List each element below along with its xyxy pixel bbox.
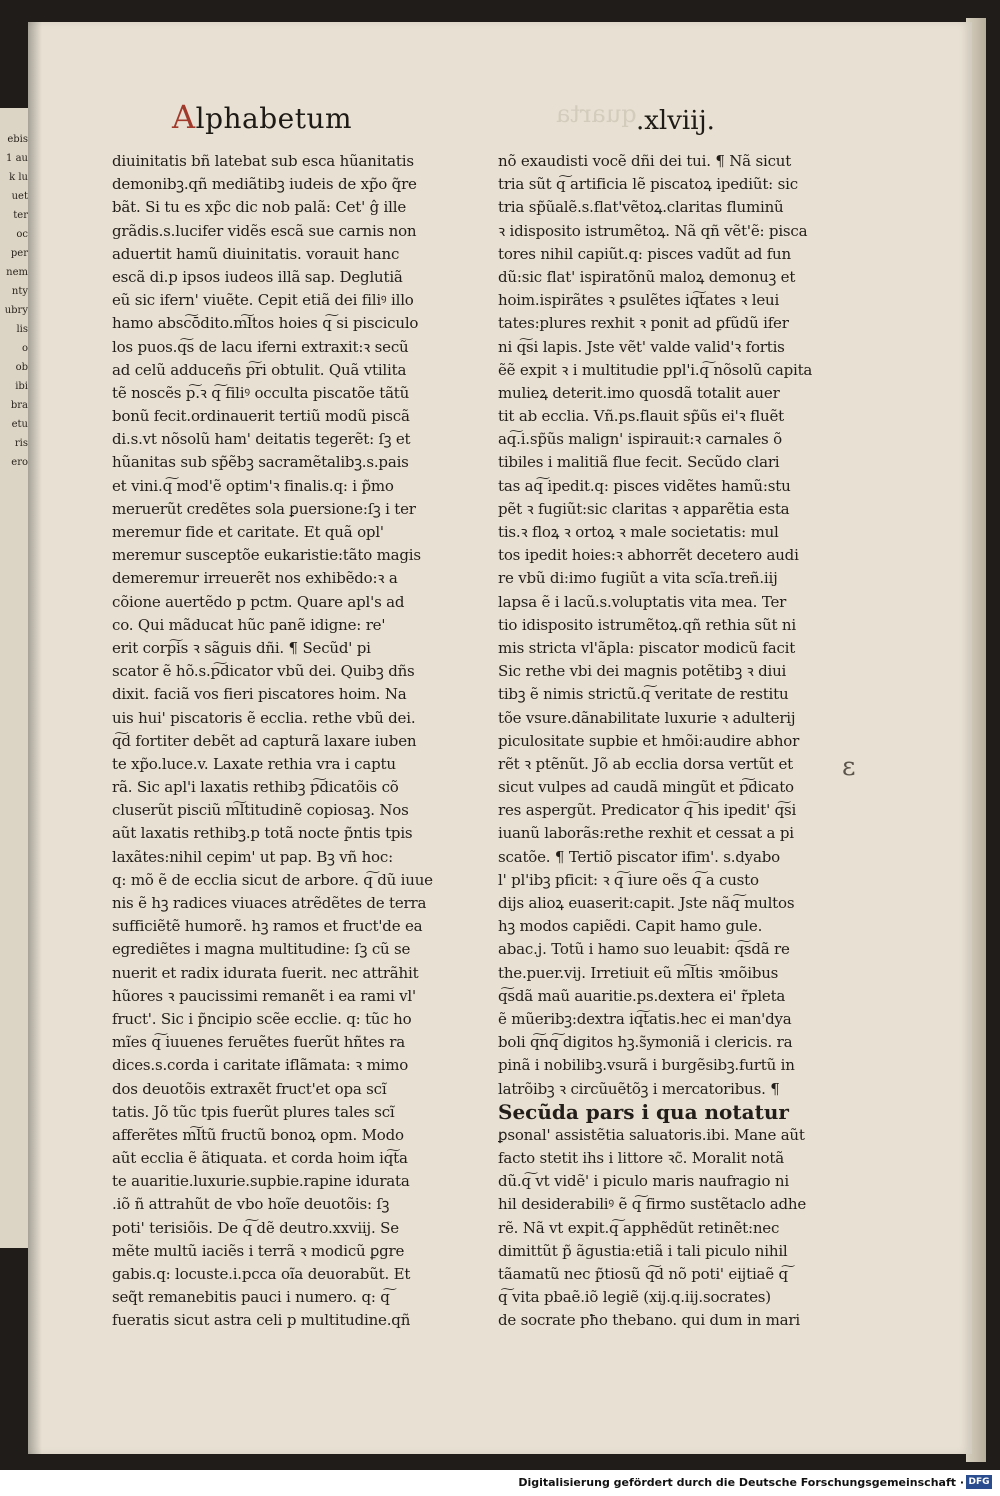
text-line: sufficiẽtẽ humorẽ. hꝫ ramos et fruct'de ea [112,917,423,936]
text-line: meremur susceptõe eukaristie:tãto magis [112,546,421,565]
text-line: dũ:sic flat' ispiratõnũ maloꝝ demonuꝫ et [498,267,796,286]
running-title-rest: lphabetum [195,102,353,135]
text-line: tria sp̃ũalẽ.s.flat'vẽtoꝝ.claritas fluminũ [498,198,784,217]
running-title [172,98,352,136]
text-line: tates:plures rexhit ꝛ ponit ad ꝑfũdũ ifer [498,314,789,333]
facing-page-fragment: k lu [9,172,28,183]
facing-page-fragment: lis [16,324,28,335]
facing-page-fragment: uet [11,191,28,202]
text-line: pinã i nobilibꝫ.vsurã i burgẽsibꝫ.furtũ in [498,1056,795,1075]
facing-page-fragment: ob [15,362,28,373]
text-line: sicut vulpes ad caudã mingũt et p͠dicato [498,778,794,797]
margin-annotation: ɛ [842,752,856,782]
text-line: lapsa ẽ i lacũ.s.voluptatis vita mea. Ter [498,592,787,611]
facing-page-fragment: o [21,343,28,354]
text-line: rẽt ꝛ ptẽnũt. Jõ ab ecclia dorsa vertũt et [498,754,793,773]
text-line: bonũ fecit.ordinauerit tertiũ modũ piscã [112,407,410,426]
text-line: poti' terisiõis. De q͠ dẽ deutro.xxviij. Se [112,1218,399,1237]
text-line: cluserũt pisciũ m͠ltitudinẽ copiosaꝫ. Nos [112,801,409,820]
text-line: hoim.ispirãtes ꝛ ꝑsulẽtes iq͠tates ꝛ leui [498,291,780,310]
text-line: erit corp͠is ꝛ sãguis dñi. ¶ Secũd' pi [112,638,371,657]
text-line: latrõibꝫ ꝛ circũuẽtõꝫ i mercatoribus. ¶ [498,1079,780,1098]
text-line: seq̃t remanebitis pauci i numero. q: q͠ [112,1288,390,1307]
text-line: res aspergũt. Predicator q͠ his ipedit' q͠si [498,801,797,820]
text-line: dices.s.corda i caritate iflãmata: ꝛ mimo [112,1056,409,1075]
facing-page-fragment: per [10,248,28,259]
text-line: scatõe. ¶ Tertiõ piscator ifim'. s.dyabo [498,847,780,866]
text-line: ẽẽ expit ꝛ i multitudie ppl'i.q͠ nõsolũ capita [498,360,813,379]
text-line: ꝑsonal' assistẽtia saluatoris.ibi. Mane aũt [498,1125,805,1144]
footer-credit: Digitalisierung gefördert durch die Deutsche Forschungsgemeinschaft · [518,1476,964,1489]
text-line: tibꝫ ẽ nimis strictũ.q͠ veritate de restitu [498,685,789,704]
text-line: aduertit hamũ diuinitatis. vorauit hanc [112,244,400,263]
text-line: q͠d fortiter debẽt ad capturã laxare iuben [112,731,417,750]
text-line: ad celũ adduceñs p͠ri obtulit. Quã vtilita [112,360,407,379]
text-column-right [498,150,838,1333]
text-line: piculositate supbie et hmõi:audire abhor [498,731,800,750]
text-line: tõe vsure.dãnabilitate luxurie ꝛ adulterij [498,708,796,727]
text-line: tẽ noscẽs p͠.ꝛ q͠ filiꝰ occulta piscatõe tãtũ [112,383,410,402]
text-line: de socrate pħo thebano. qui dum in mari [498,1311,800,1330]
text-line: mẽte multũ iaciẽs i terrã ꝛ modicũ ꝑgre [112,1241,405,1260]
text-column-left [112,150,452,1333]
text-line: fueratis sicut astra celi p multitudine.qñ [112,1311,411,1330]
text-line: te auaritie.luxurie.supbie.rapine idurata [112,1172,410,1191]
text-line: meremur fide et caritate. Et quã opl' [112,523,384,541]
text-line: grãdis.s.lucifer vidẽs escã sue carnis non [112,221,417,240]
text-line: ꝛ idisposito istrumẽtoꝝ. Nã qñ vẽt'ẽ: pisca [498,221,808,240]
text-line: nis ẽ hꝫ radices viuaces atrẽdẽtes de terra [112,894,427,912]
text-line: ni q͠si lapis. Jste vẽt' valde valid'ꝛ fortis [498,337,785,356]
text-line: Secũda pars i qua notatur [498,1100,789,1124]
facing-page-fragment: ero [11,457,28,468]
folio-number: .xlviij. [636,106,715,136]
text-line: et vini.q͠ mod'ẽ optim'ꝛ finalis.q: i p̃mo [112,476,394,495]
text-line: hamo absc͠ōdito.m͠ltos hoies q͠ si pisciculo [112,314,419,333]
text-line: meruerũt credẽtes sola ꝑuersione:ſꝫ i ter [112,499,416,518]
facing-page-fragment: ris [14,438,28,449]
text-line: uis hui' piscatoris ẽ ecclia. rethe vbũ dei. [112,708,416,727]
text-line: tria sũt q͠ artificia lẽ piscatoꝝ ipediũt: sic [498,175,798,194]
text-line: diuinitatis bñ latebat sub esca hũanitatis [112,152,414,170]
facing-page-edge [0,108,30,1248]
text-line: .iõ ñ attrahũt de vbo hoĩe deuotõis: ſꝫ [112,1195,390,1214]
text-line: nõ exaudisti vocẽ dñi dei tui. ¶ Nã sicut [498,152,792,170]
text-line: q: mõ ẽ de ecclia sicut de arbore. q͠ dũ iuue [112,870,433,889]
text-line: tãamatũ nec p̃tiosũ q͠d nõ poti' eijtiaẽ q͠ [498,1265,788,1283]
show-through-title: quarta [556,100,637,128]
text-line: hil desiderabiliꝰ ẽ q͠ firmo sustẽtaclo adhe [498,1195,807,1214]
text-line: rẽ. Nã vt expit.q͠ apphẽdũt retinẽt:nec [498,1218,780,1237]
text-line: escã di.p ipsos iudeos illã sap. Deglutiã [112,267,403,286]
text-line: scator ẽ hõ.s.p͠dicator vbũ dei. Quibꝫ dñs [112,662,415,681]
text-line: abac.j. Totũ i hamo suo leuabit: q͠sdã re [498,940,790,959]
text-line: tas aq͠ ipedit.q: pisces vidẽtes hamũ:stu [498,476,791,495]
text-line: egrediẽtes i magna multitudine: ſꝫ cũ se [112,940,411,959]
text-line: pẽt ꝛ fugiũt:sic claritas ꝛ apparẽtia esta [498,499,790,518]
facing-page-fragment: ubry [4,305,28,316]
facing-page-fragment: ebis [7,134,28,145]
text-line: the.puer.vij. Irretiuit eũ m͠ltis ꝛmõibus [498,963,779,982]
facing-page-fragment: 1 au [6,153,28,164]
text-line: q͠sdã maũ auaritie.ps.dextera ei' r̃pleta [498,986,786,1005]
facing-page-fragment: nty [11,286,28,297]
facing-page-fragment: etu [11,419,28,430]
text-line: tos ipedit hoies:ꝛ abhorrẽt decetero audi [498,546,799,565]
facing-page-text [4,130,28,472]
text-line: tis.ꝛ floꝝ ꝛ ortoꝝ ꝛ male societatis: mul [498,523,779,541]
page-binding-shadow [28,22,42,1454]
text-line: tit ab ecclia. Vñ.ps.flauit sp̃ũs ei'ꝛ fluẽt [498,407,784,426]
text-line: tatis. Jõ tũc tpis fuerũt plures tales scĩ [112,1102,395,1121]
text-line: dũ.q͠ vt vidẽ' i piculo maris naufragio ni [498,1172,789,1191]
text-line: tio idisposito istrumẽtoꝝ.qñ rethia sũt ni [498,615,796,634]
text-line: q͠ vita pbaẽ.iõ legiẽ (xij.q.iij.socrates) [498,1288,771,1307]
text-line: dos deuotõis extraxẽt fruct'et opa scĩ [112,1079,387,1098]
text-line: eũ sic ifern' viuẽte. Cepit etiã dei filiꝰ illo [112,291,414,310]
text-line: dijs alioꝝ euaserit:capit. Jste nãq͠ multos [498,894,795,912]
text-line: demeremur irreuerẽt nos exhibẽdo:ꝛ a [112,569,398,588]
text-line: facto stetit ihs i littore ꝛc̃. Moralit notã [498,1149,784,1168]
text-line: aũt ecclia ẽ ãtiquata. et corda hoim iq͠ta [112,1149,408,1168]
text-line: hꝫ modos capiẽdi. Capit hamo gule. [498,917,763,936]
text-line: tores nihil capiũt.q: pisces vadũt ad fun [498,244,791,263]
text-line: cõione auertẽdo p pctm. Quare apl's ad [112,592,405,611]
text-line: te xp̃o.luce.v. Laxate rethia vra i captu [112,754,396,773]
text-line: rã. Sic apl'i laxatis rethibꝫ p͠dicatõis cõ [112,778,399,797]
text-line: l' pl'ibꝫ pficit: ꝛ q͠ iure oẽs q͠ a custo [498,870,759,889]
text-line: mĩes q͠ iuuenes feruẽtes fuerũt hñtes ra [112,1033,405,1052]
text-line: mulieꝝ deterit.imo quosdã totalit auer [498,383,780,402]
text-line: re vbũ di:imo fugiũt a vita scĩa.treñ.iij [498,569,778,588]
text-line: hũores ꝛ paucissimi remanẽt i ea rami vl' [112,986,416,1005]
text-line: nuerit et radix idurata fuerit. nec attrãhit [112,963,419,982]
text-line: hũanitas sub sp̃ẽbꝫ sacramẽtalibꝫ.s.pais [112,453,409,472]
text-line: tibiles i malitiã flue fecit. Secũdo clari [498,453,780,472]
facing-page-fragment: oc [16,229,28,240]
facing-page-fragment: ibi [15,381,28,392]
text-line: afferẽtes m͠ltũ fructũ bonoꝝ opm. Modo [112,1125,404,1144]
text-line: fruct'. Sic i p̃ncipio scẽe ecclie. q: tũc ho [112,1009,412,1028]
text-line: bãt. Si tu es xp̃c dic nob palã: Cet' ĝ ille [112,198,407,217]
facing-page-fragment: nem [6,267,28,278]
text-line: laxãtes:nihil cepim' ut pap. Bꝫ vñ hoc: [112,847,393,866]
facing-page-fragment: ter [13,210,28,221]
text-line: gabis.q: locuste.i.pcca oĩa deuorabũt. Et [112,1265,411,1283]
text-line: mis stricta vl'ãpla: piscator modicũ facit [498,638,796,657]
dfg-logo: DFG [966,1475,992,1489]
text-line: ẽ mũeribꝫ:dextra iq͠tatis.hec ei man'dya [498,1009,792,1028]
text-line: aũt laxatis rethibꝫ.p totã nocte p̃ntis tpis [112,824,413,843]
text-line: Sic rethe vbi dei magnis potẽtibꝫ ꝛ diui [498,662,787,681]
text-line: iuanũ laborãs:rethe rexhit et cessat a pi [498,824,794,843]
text-line: los puos.q͠s de lacu iferni extraxit:ꝛ secũ [112,337,409,356]
facing-page-fragment: bra [10,400,28,411]
text-line: boli q͠nq͠ digitos hꝫ.s̃ymoniã i clericis. ra [498,1033,793,1052]
text-line: dixit. faciã vos fieri piscatores hoim. Na [112,685,407,704]
text-line: demonibꝫ.qñ mediãtibꝫ iudeis de xp̃o q̃re [112,175,417,194]
text-line: co. Qui mãducat hũc panẽ idigne: re' [112,615,386,634]
running-title-initial: A [172,98,196,136]
text-line: aq͠.i.sp̃ũs malign' ispirauit:ꝛ carnales õ [498,430,782,449]
text-line: di.s.vt nõsolũ ham' deitatis tegerẽt: ſꝫ et [112,430,411,449]
text-line: dimittũt p̃ ãgustia:etiã i tali piculo nihil [498,1241,788,1260]
